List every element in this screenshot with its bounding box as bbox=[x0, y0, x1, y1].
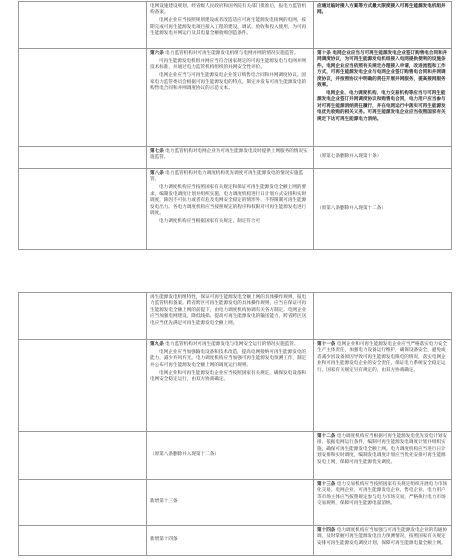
paragraph: 电力监管机构对可再生能源发电机组与电网并网的情况实施监管。 bbox=[165, 51, 299, 56]
empty-cell bbox=[19, 293, 147, 339]
table-row bbox=[19, 339, 451, 431]
paragraph: 电网设施建设规划，经省级人民政府和国务院有关部门批准后，报电力监管机构备案。 bbox=[150, 4, 307, 16]
original-text-cell bbox=[147, 49, 314, 146]
comparison-table-top bbox=[18, 1, 452, 250]
empty-cell bbox=[19, 480, 147, 525]
table-row bbox=[19, 2, 451, 48]
revised-text-cell bbox=[314, 480, 451, 525]
paragraph: 新增第十三条 bbox=[150, 498, 178, 504]
paragraph: 电网企业、电力调度机构、电力交易机构等应当与可再生能源发电企业签订并网调度协议和购售电合同，电力用户应当参与对可再生能源消纳责任履行，并在电网运行中落实可再生能源发电优先收购的相关义务。可再生能源发电企业应当依照国家有关规定下达可再生能源电力消纳。 bbox=[317, 90, 446, 122]
revised-text-cell bbox=[314, 340, 451, 431]
table-row bbox=[19, 431, 451, 479]
revised-text-cell bbox=[314, 432, 451, 479]
table-row bbox=[19, 293, 451, 339]
empty-cell bbox=[19, 49, 147, 146]
paragraph: 电力调度机构应当根据国家有关规定，制定符合可 bbox=[159, 218, 261, 224]
comparison-table-bottom bbox=[18, 292, 452, 556]
original-text-cell bbox=[147, 293, 314, 339]
empty-cell bbox=[19, 2, 147, 48]
table-row bbox=[19, 525, 451, 555]
paragraph: 电力交易机构应当按照国家有关规定组织开展电力市场化交易，电网企业、可再生能源发电企业、售电企业、电力用户等市场主体应当按照规定参与电力市场交易，严格执行电力市场交易规则，保障可再生能源电量消纳。 bbox=[317, 482, 448, 507]
article-number: 第十条 bbox=[317, 51, 331, 56]
revised-text-cell bbox=[314, 169, 451, 250]
paragraph: 电力监管机构对可再生能源发电与电网安全运行的情况实施监管。 bbox=[165, 342, 299, 347]
table-row bbox=[19, 146, 451, 168]
article-number: 第十二条 bbox=[317, 434, 336, 439]
revised-text-cell bbox=[314, 49, 451, 146]
paragraph: 应通过临时接入方案等方式最大限度接入可再生能源发电机组并网。 bbox=[317, 4, 446, 16]
paragraph: 电网企业应当加强输电设备和技术改造，提高电网接纳可再生能源发电的能力，减少弃风弃光。电力调度机构应当加强可再生能源发电预测工作，制定并公布可再生能源发电全额上网的调度运行规则。 bbox=[150, 349, 307, 368]
original-text-cell bbox=[147, 432, 314, 479]
original-text-cell bbox=[147, 480, 314, 525]
paragraph: 电网企业应当按照规划建设或者改造适应可再生能源发电接网的电网，按期完成可再生能源发电项目接入工程的建设、调试、验收和投入使用，为可再生能源发电并网运行及其电量全额收购创造条件。 bbox=[150, 18, 307, 37]
paragraph: 新增第十四条 bbox=[150, 536, 178, 542]
article-number: 第十一条 bbox=[317, 342, 336, 347]
article-number: 第七条 bbox=[150, 149, 164, 154]
empty-cell bbox=[19, 526, 147, 555]
paragraph: 电网企业和可再生能源发电企业应当严格落实电力安全生产主体责任，加强电力设备运行维护，确保设备安全，避免或者减少因设备原因导致可再生能源发电限电的情况，落实电网企业和可再生能源发电企业的安全责任，保证电力系统安全稳定运行。国家有关规定另有规定的，由双方协商确定。 bbox=[317, 342, 448, 373]
article-number: 第九条 bbox=[150, 342, 164, 347]
paragraph: （原第八条删除并入现第十二条） bbox=[150, 451, 219, 457]
paragraph: 电力调度机构应当按照国家有关规定和保证可再生能源发电全额上网的要求，编制发电调度计划并组织实施。电力调度机构进行日计划方式安排和实时调度，除因不可抗力或者有危及电网安全稳定的情形外，不得限制可再生能源发电出力。各电力调度机构应当按照规定的程序和权限对可再生能源发电进行调度。 bbox=[150, 185, 307, 216]
empty-cell bbox=[19, 147, 147, 168]
article-number: 第十三条 bbox=[317, 482, 336, 487]
paragraph: 电力调度机构应当加强与可再生能源发电企业的沟通协调，及时掌握可再生能源发电出力预测情况，按照国家有关规定安排可再生能源发电调度计划，保障可再生能源电量全额上网。 bbox=[317, 528, 448, 546]
paragraph: 电网企业应当与可再生能源发电企业签订购售电合同和并网调度协议，为可再生能源发电机组接入电网提供便利的设施条件。电网企业应当依照有关规定办理接入申请，改进流程和工作方式，可再生能源发电企业与电网企业签订购售电合同和并网调度协议，并按照协议中明确的责任开展并网服务，提高接网服务效率。 bbox=[317, 51, 448, 89]
empty-cell bbox=[19, 169, 147, 250]
paragraph: 电力调度机构应当根据可再生能源发电优先发电计划安排，依据电网运行条件，编制可再生能源发电调度计划并组织实施，确保可再生能源发电全额上网。电力调度机构应当进行日计划安排和实时调度，编制发电调度计划应当优先安排可再生能源发电上网，保障可再生能源优先调度。 bbox=[317, 434, 448, 465]
original-text-cell bbox=[147, 169, 314, 250]
revised-text-cell bbox=[314, 147, 451, 168]
table-row bbox=[19, 168, 451, 250]
original-text-cell bbox=[147, 526, 314, 555]
paragraph: 电力监管机构对电力调度机构优先调度可再生能源发电的情况实施监管。 bbox=[150, 171, 304, 183]
paragraph: 电网企业应当与可再生能源发电企业签订购售电合同和并网调度协议。国家电力监管委员会根据可再生能源发电的特点，制定并发布可再生能源发电的购售电合同和并网调度协议的示范文本。 bbox=[150, 73, 307, 92]
revised-text-cell bbox=[314, 293, 451, 339]
paragraph: 可再生能源发电机组并网应当符合国家规定的可再生能源发电与电网并网技术标准，并通过电力监管机构组织的并网安全性评价。 bbox=[150, 58, 307, 71]
paragraph: （原第七条删除并入现第十条） bbox=[317, 153, 382, 159]
original-text-cell bbox=[147, 147, 314, 168]
article-number: 第八条 bbox=[150, 171, 164, 176]
revised-text-cell bbox=[314, 2, 451, 48]
article-number: 第六条 bbox=[150, 51, 164, 56]
paragraph: 电网企业和可再生能源发电企业应当按照国家有关规定，确保发电设备和电网安全稳定运行，由双方协商确定。 bbox=[150, 370, 307, 383]
table-row bbox=[19, 48, 451, 146]
original-text-cell bbox=[147, 340, 314, 431]
paragraph: （原第八条删除并入现第十二条） bbox=[317, 205, 386, 211]
revised-text-cell bbox=[314, 526, 451, 555]
paragraph: 再生能源发电机组特性，保证可再生能源发电全额上网的具体操作规则，报电力监管机构备案。跨省跨区可再生能源发电的具体操作规则，应当在保证可再生能源发电全额上网的前提下，由电力调度机构协调有关各方制定。电网企业应当加强电网建设、降低线损、提高可再生能源发电的输送能力，跨省跨区送电应当优先满足可再生能源发电全额上网。 bbox=[150, 295, 307, 326]
empty-cell bbox=[19, 340, 147, 431]
empty-cell bbox=[19, 432, 147, 479]
original-text-cell bbox=[147, 2, 314, 48]
article-number: 第十四条 bbox=[317, 528, 336, 533]
paragraph: 电力监管机构对电网企业为可再生能源发电及时提供上网服务的情况实施监管。 bbox=[150, 149, 308, 161]
table-row bbox=[19, 479, 451, 525]
